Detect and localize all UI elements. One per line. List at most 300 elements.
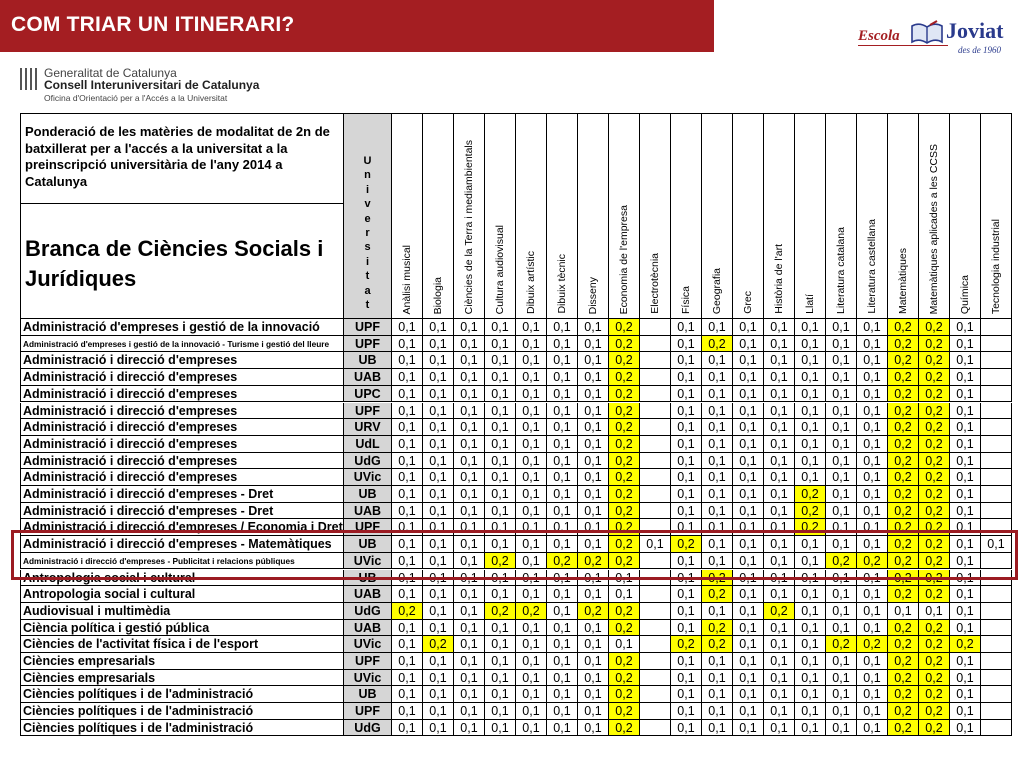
weight-cell [981, 670, 1012, 687]
weight-cell: 0,1 [857, 486, 888, 503]
weight-cell: 0,1 [764, 686, 795, 703]
weight-cell: 0,1 [516, 503, 547, 520]
weight-cell: 0,1 [392, 670, 423, 687]
weight-cell: 0,2 [919, 436, 950, 453]
weight-cell: 0,2 [609, 536, 640, 553]
weight-cell: 0,2 [671, 636, 702, 653]
weight-cell: 0,1 [950, 352, 981, 369]
weight-cell: 0,1 [795, 653, 826, 670]
weight-cell: 0,2 [516, 603, 547, 620]
weight-cell: 0,1 [795, 536, 826, 553]
weight-cell: 0,1 [950, 319, 981, 336]
weight-cell: 0,1 [392, 319, 423, 336]
university-code: UPF [343, 703, 392, 720]
weight-cell: 0,1 [702, 670, 733, 687]
university-header-letter: s [364, 241, 371, 254]
subject-column-header [888, 113, 919, 319]
table-row [20, 686, 1012, 703]
weight-cell: 0,2 [919, 653, 950, 670]
weight-cell: 0,1 [423, 403, 454, 420]
weight-cell [640, 386, 671, 403]
weight-cell: 0,1 [485, 336, 516, 353]
weight-cell: 0,1 [485, 369, 516, 386]
weight-cell: 0,1 [671, 336, 702, 353]
weight-cell: 0,2 [919, 720, 950, 737]
table-row [20, 703, 1012, 720]
weight-cell: 0,1 [671, 436, 702, 453]
weight-cell: 0,1 [578, 336, 609, 353]
weight-cell: 0,1 [516, 403, 547, 420]
weight-cell: 0,1 [733, 352, 764, 369]
weight-cell [981, 603, 1012, 620]
subject-column-header [547, 113, 578, 319]
weight-cell: 0,1 [795, 553, 826, 570]
weight-cell: 0,2 [888, 469, 919, 486]
weight-cell: 0,1 [795, 686, 826, 703]
weight-cell: 0,1 [547, 403, 578, 420]
degree-name: Administració i direcció d'empreses / Economia i Dret [20, 519, 343, 536]
weight-cell: 0,1 [485, 670, 516, 687]
weight-cell: 0,1 [795, 570, 826, 587]
weight-cell: 0,1 [578, 570, 609, 587]
weight-cell: 0,2 [609, 720, 640, 737]
weight-cell: 0,1 [423, 469, 454, 486]
weight-cell: 0,1 [702, 436, 733, 453]
subject-label: Matemàtiques aplicades a les CCSS [928, 143, 940, 314]
weight-cell: 0,2 [919, 670, 950, 687]
weight-cell: 0,2 [919, 453, 950, 470]
weight-cell: 0,1 [485, 453, 516, 470]
weight-cell: 0,1 [826, 603, 857, 620]
university-column-header [343, 113, 392, 319]
weight-cell: 0,1 [454, 653, 485, 670]
weight-cell: 0,2 [609, 369, 640, 386]
weight-cell: 0,1 [950, 686, 981, 703]
weight-cell: 0,1 [485, 586, 516, 603]
weight-cell: 0,1 [826, 403, 857, 420]
university-code: UB [343, 570, 392, 587]
subject-label: Disseny [587, 276, 599, 314]
weight-cell: 0,2 [609, 653, 640, 670]
weight-cell [640, 352, 671, 369]
university-code: UAB [343, 369, 392, 386]
weight-cell [640, 403, 671, 420]
weight-cell: 0,2 [888, 536, 919, 553]
weight-cell [640, 336, 671, 353]
weight-cell: 0,1 [950, 453, 981, 470]
subject-column-header [671, 113, 702, 319]
weight-cell: 0,1 [857, 670, 888, 687]
university-code: UPF [343, 519, 392, 536]
weight-cell [981, 319, 1012, 336]
weight-cell: 0,2 [888, 519, 919, 536]
weight-cell: 0,1 [516, 586, 547, 603]
weight-cell: 0,1 [733, 369, 764, 386]
weight-cell: 0,1 [764, 503, 795, 520]
weight-cell: 0,1 [516, 536, 547, 553]
weight-cell: 0,1 [516, 386, 547, 403]
weight-cell: 0,1 [392, 419, 423, 436]
weight-cell: 0,1 [857, 620, 888, 637]
weight-cell: 0,1 [733, 503, 764, 520]
table-row [20, 386, 1012, 403]
weight-cell: 0,1 [392, 553, 423, 570]
weight-cell: 0,1 [609, 570, 640, 587]
weight-cell: 0,1 [516, 653, 547, 670]
weight-cell: 0,1 [578, 352, 609, 369]
university-header-letter: n [364, 169, 371, 182]
weight-cell: 0,1 [671, 653, 702, 670]
subject-label: Química [959, 274, 971, 314]
weight-cell: 0,2 [795, 486, 826, 503]
weight-cell: 0,1 [826, 319, 857, 336]
weight-cell [640, 419, 671, 436]
subject-label: Llatí [804, 294, 816, 314]
weight-cell: 0,1 [547, 352, 578, 369]
weight-cell: 0,1 [578, 436, 609, 453]
weight-cell: 0,1 [733, 670, 764, 687]
weight-cell: 0,1 [795, 403, 826, 420]
weight-cell: 0,1 [392, 519, 423, 536]
subject-label: Economia de l'empresa [618, 204, 630, 314]
weight-cell: 0,2 [888, 686, 919, 703]
table-header-cell [20, 113, 343, 319]
weight-cell: 0,2 [919, 319, 950, 336]
weight-cell: 0,1 [857, 686, 888, 703]
weight-cell: 0,1 [733, 720, 764, 737]
weight-cell: 0,1 [795, 386, 826, 403]
weight-cell: 0,1 [950, 553, 981, 570]
weight-cell: 0,2 [919, 403, 950, 420]
weight-cell [981, 636, 1012, 653]
weight-cell [640, 453, 671, 470]
subject-column-header [485, 113, 516, 319]
weight-cell: 0,1 [547, 369, 578, 386]
weight-cell: 0,2 [702, 636, 733, 653]
weight-cell: 0,1 [950, 703, 981, 720]
weight-cell: 0,1 [516, 519, 547, 536]
weight-cell: 0,1 [671, 553, 702, 570]
weight-cell: 0,1 [795, 469, 826, 486]
weight-cell: 0,1 [671, 453, 702, 470]
logo-joviat-text: Joviat [946, 18, 1004, 43]
table-row [20, 653, 1012, 670]
weight-cell [640, 703, 671, 720]
weight-cell: 0,1 [578, 486, 609, 503]
weight-cell: 0,1 [950, 620, 981, 637]
weight-cell: 0,1 [826, 453, 857, 470]
weight-cell: 0,1 [547, 586, 578, 603]
weight-cell: 0,2 [485, 603, 516, 620]
weight-cell: 0,1 [764, 436, 795, 453]
weight-cell: 0,1 [733, 403, 764, 420]
weight-cell: 0,1 [485, 469, 516, 486]
weight-cell [640, 319, 671, 336]
weight-cell: 0,1 [454, 636, 485, 653]
weight-cell: 0,1 [764, 419, 795, 436]
weight-cell [981, 503, 1012, 520]
weight-cell: 0,1 [578, 453, 609, 470]
weight-cell: 0,1 [733, 536, 764, 553]
branch-title: Branca de Ciències Socials i Jurídiques [25, 236, 324, 291]
weight-cell: 0,1 [764, 453, 795, 470]
weight-cell: 0,1 [547, 319, 578, 336]
weight-cell [640, 686, 671, 703]
weight-cell: 0,1 [516, 336, 547, 353]
university-code: UdG [343, 453, 392, 470]
weight-cell: 0,1 [454, 352, 485, 369]
weight-cell: 0,1 [702, 486, 733, 503]
weight-cell: 0,1 [547, 603, 578, 620]
university-code: UdG [343, 720, 392, 737]
weight-cell: 0,1 [547, 469, 578, 486]
weight-cell: 0,1 [826, 386, 857, 403]
subject-column-header [454, 113, 485, 319]
weight-cell: 0,1 [578, 636, 609, 653]
weight-cell: 0,1 [950, 419, 981, 436]
weight-cell: 0,2 [826, 553, 857, 570]
weight-cell: 0,1 [578, 653, 609, 670]
weight-cell: 0,1 [733, 703, 764, 720]
weight-cell: 0,1 [578, 386, 609, 403]
weight-cell: 0,1 [826, 419, 857, 436]
weight-cell: 0,1 [795, 352, 826, 369]
degree-name: Administració d'empreses i gestió de la innovació [20, 319, 343, 336]
weight-cell: 0,2 [702, 586, 733, 603]
degree-name: Administració i direcció d'empreses [20, 469, 343, 486]
weight-cell: 0,1 [826, 670, 857, 687]
weight-cell: 0,1 [423, 436, 454, 453]
weight-cell: 0,2 [702, 570, 733, 587]
weight-cell: 0,1 [392, 486, 423, 503]
university-header-letter: U [363, 155, 372, 167]
weight-cell: 0,2 [578, 603, 609, 620]
weight-cell: 0,1 [795, 670, 826, 687]
weight-cell: 0,1 [485, 419, 516, 436]
weight-cell: 0,1 [547, 486, 578, 503]
weight-cell: 0,1 [454, 336, 485, 353]
degree-name: Administració i direcció d'empreses - Matemàtiques [20, 536, 343, 553]
degree-name: Ciències polítiques i de l'administració [20, 703, 343, 720]
university-code: UdL [343, 436, 392, 453]
weight-cell [981, 403, 1012, 420]
weight-cell: 0,1 [671, 403, 702, 420]
degree-name: Administració d'empreses i gestió de la innovació - Turisme i gestió del lleure [20, 336, 343, 353]
weight-cell [640, 620, 671, 637]
weight-cell: 0,2 [485, 553, 516, 570]
weight-cell: 0,1 [857, 536, 888, 553]
weight-cell: 0,1 [547, 620, 578, 637]
weight-cell: 0,1 [454, 419, 485, 436]
weight-cell: 0,2 [919, 586, 950, 603]
subject-column-header [795, 113, 826, 319]
weight-cell: 0,1 [516, 720, 547, 737]
weight-cell: 0,1 [485, 386, 516, 403]
weight-cell: 0,1 [857, 720, 888, 737]
weight-cell [981, 369, 1012, 386]
weight-cell: 0,1 [423, 620, 454, 637]
weight-cell: 0,1 [702, 720, 733, 737]
book-icon [910, 20, 944, 46]
weight-cell: 0,1 [671, 319, 702, 336]
university-code: UPF [343, 403, 392, 420]
table-row [20, 586, 1012, 603]
weight-cell: 0,1 [516, 620, 547, 637]
weight-cell: 0,1 [578, 369, 609, 386]
weight-cell: 0,1 [950, 386, 981, 403]
weight-cell: 0,2 [609, 486, 640, 503]
weight-cell: 0,1 [702, 386, 733, 403]
weight-cell: 0,2 [609, 453, 640, 470]
weight-cell: 0,1 [578, 419, 609, 436]
weight-cell [640, 369, 671, 386]
subject-column-header [423, 113, 454, 319]
weight-cell: 0,1 [392, 620, 423, 637]
weight-cell: 0,1 [485, 352, 516, 369]
weight-cell: 0,1 [454, 703, 485, 720]
weight-cell: 0,2 [609, 670, 640, 687]
weight-cell: 0,1 [764, 570, 795, 587]
weight-cell: 0,1 [516, 703, 547, 720]
university-code: UAB [343, 620, 392, 637]
weight-cell: 0,1 [423, 670, 454, 687]
weight-cell: 0,1 [764, 720, 795, 737]
weight-cell: 0,1 [857, 519, 888, 536]
weight-cell: 0,1 [485, 486, 516, 503]
weight-cell: 0,1 [826, 686, 857, 703]
weight-cell: 0,1 [516, 670, 547, 687]
weight-cell: 0,2 [702, 336, 733, 353]
weight-cell: 0,1 [454, 603, 485, 620]
weight-cell: 0,1 [826, 369, 857, 386]
weight-cell: 0,2 [609, 319, 640, 336]
weight-cell: 0,1 [764, 336, 795, 353]
weight-cell: 0,1 [733, 419, 764, 436]
subject-column-header [640, 113, 671, 319]
weight-cell: 0,1 [671, 586, 702, 603]
weight-cell: 0,1 [516, 369, 547, 386]
weight-cell: 0,1 [950, 369, 981, 386]
weight-cell: 0,1 [733, 336, 764, 353]
weight-cell: 0,1 [950, 336, 981, 353]
weight-cell: 0,1 [826, 653, 857, 670]
table-row [20, 603, 1012, 620]
weight-cell: 0,1 [547, 703, 578, 720]
weight-cell [981, 720, 1012, 737]
weight-cell: 0,1 [485, 436, 516, 453]
university-header-letter: a [364, 284, 371, 297]
degree-name: Ciències empresarials [20, 670, 343, 687]
weight-cell: 0,1 [702, 536, 733, 553]
weight-cell: 0,2 [609, 336, 640, 353]
weight-cell: 0,1 [764, 319, 795, 336]
weight-cell: 0,2 [764, 603, 795, 620]
weight-cell: 0,1 [764, 469, 795, 486]
university-code: UdG [343, 603, 392, 620]
weight-cell: 0,1 [485, 653, 516, 670]
gencat-line-2: Consell Interuniversitari de Catalunya [44, 78, 260, 92]
weight-cell: 0,1 [826, 486, 857, 503]
weight-cell: 0,1 [671, 670, 702, 687]
degree-name: Ciència política i gestió pública [20, 620, 343, 637]
weight-cell: 0,1 [423, 519, 454, 536]
weight-cell: 0,2 [950, 636, 981, 653]
weight-cell: 0,1 [485, 703, 516, 720]
weight-cell [640, 720, 671, 737]
weight-cell [981, 436, 1012, 453]
university-code: UPF [343, 319, 392, 336]
highlight-box [11, 530, 1018, 580]
weight-cell: 0,1 [671, 620, 702, 637]
weight-cell: 0,1 [702, 653, 733, 670]
weight-cell: 0,1 [547, 503, 578, 520]
weight-cell: 0,2 [702, 620, 733, 637]
subject-label: Biologia [432, 276, 444, 314]
subject-label: Literatura catalana [835, 227, 847, 314]
weight-cell [981, 486, 1012, 503]
weight-cell: 0,1 [795, 586, 826, 603]
weight-cell: 0,1 [671, 686, 702, 703]
weight-cell: 0,1 [733, 570, 764, 587]
weight-cell: 0,1 [919, 603, 950, 620]
weight-cell: 0,2 [795, 503, 826, 520]
weight-cell: 0,1 [671, 519, 702, 536]
subject-column-header [702, 113, 733, 319]
weight-cell: 0,1 [826, 519, 857, 536]
weight-cell: 0,1 [950, 653, 981, 670]
weight-cell: 0,2 [888, 503, 919, 520]
weight-cell: 0,1 [392, 720, 423, 737]
weight-cell: 0,2 [888, 486, 919, 503]
weight-cell: 0,1 [485, 519, 516, 536]
weight-cell [640, 603, 671, 620]
weight-cell: 0,1 [733, 553, 764, 570]
weight-cell: 0,1 [764, 369, 795, 386]
weight-cell [981, 386, 1012, 403]
weight-cell: 0,2 [919, 553, 950, 570]
weight-cell [981, 469, 1012, 486]
subject-column-header [981, 113, 1012, 319]
weight-cell: 0,1 [826, 570, 857, 587]
weight-cell: 0,1 [857, 503, 888, 520]
weight-cell: 0,2 [919, 386, 950, 403]
weight-cell: 0,1 [702, 319, 733, 336]
subject-label: Geografia [711, 267, 723, 314]
table-row [20, 436, 1012, 453]
weight-cell: 0,1 [578, 620, 609, 637]
weight-cell: 0,1 [733, 469, 764, 486]
weight-cell: 0,1 [547, 336, 578, 353]
weight-cell: 0,1 [733, 486, 764, 503]
weight-cell: 0,1 [454, 536, 485, 553]
subject-label: Literatura castellana [866, 219, 878, 314]
weight-cell [640, 670, 671, 687]
university-code: UB [343, 536, 392, 553]
weight-cell: 0,1 [392, 636, 423, 653]
table-row [20, 486, 1012, 503]
weight-cell: 0,1 [485, 570, 516, 587]
weight-cell: 0,1 [392, 469, 423, 486]
weight-cell: 0,1 [516, 686, 547, 703]
weight-cell: 0,2 [919, 486, 950, 503]
weight-cell: 0,1 [671, 603, 702, 620]
weight-cell: 0,1 [857, 586, 888, 603]
weight-cell [640, 469, 671, 486]
university-header-letter: i [365, 255, 370, 268]
weight-cell: 0,1 [857, 386, 888, 403]
weight-cell: 0,2 [423, 636, 454, 653]
subject-column-header [764, 113, 795, 319]
